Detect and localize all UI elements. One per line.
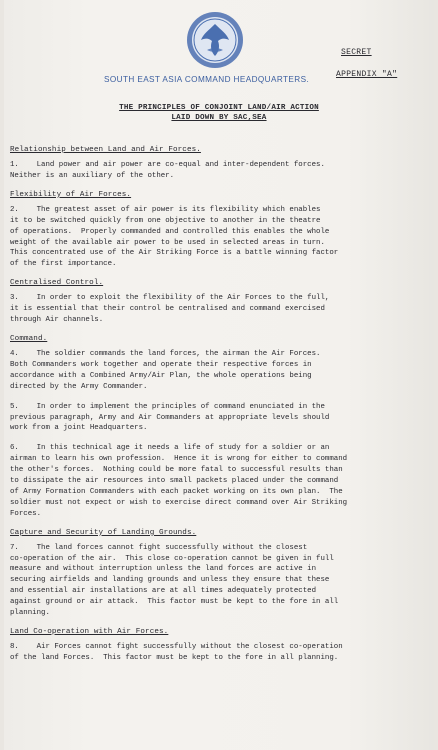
paragraph-1: 1. Land power and air power are co-equal and inter-dependent forces. Neither is an auxiliary of the other.: [10, 161, 325, 180]
section-land-cooperation: [10, 628, 426, 664]
paragraph-6: 6. In this technical age it needs a life of study for a soldier or an airman to learn his own profession. Hence it is wrong for either to command the other's forces. Nothing could be more fatal to successful results than to dissipate the air resources into small packets placed under the command of Army Formation Commanders with each packet working on its own plan. The soldier must not expect or wish to exercise direct command over Air Striking Forces.: [10, 444, 348, 518]
classification-mark: SECRET: [341, 48, 372, 57]
paragraph-3: 3. In order to exploit the flexibility of the Air Forces to the full, it is essential that their control be centralised and command exercised through Air channels.: [10, 294, 330, 325]
document-title: [94, 103, 344, 123]
paragraph-2: 2. The greatest asset of air power is its flexibility which enables it to be switched quickly from one objective to another in the theatre of operations. Properly commanded and controlled this enables the whole weight of the available air power to be used in selected areas in turn. This concentrated use of the Air Striking Force is a battle winning factor of the first importance.: [10, 205, 339, 269]
paragraph-5: 5. In order to implement the principles of command enunciated in the previous paragraph, Army and Air Commanders at appropriate levels should work from a joint Headquarters.: [10, 402, 330, 433]
section-heading: Centralised Control.: [10, 279, 104, 288]
section-centralised-control: [10, 279, 426, 326]
paragraph-7: 7. The land forces cannot fight successfully without the closest co-operation of the air. This close co-operation cannot be given in full measure and without interruption unless the land forces are active in securing airfields and landing grounds and unless they ensure that these and essential air installations are at all times adequately protected against ground or air attack. This factor must be kept to the fore in all planning.: [10, 543, 339, 618]
document-title-line-2: LAID DOWN BY SAC,SEA: [171, 114, 267, 122]
appendix-label: APPENDIX "A": [336, 70, 398, 79]
document-title-line-1: THE PRINCIPLES OF CONJOINT LAND/AIR ACTION: [119, 104, 319, 112]
section-heading: Relationship between Land and Air Forces.: [10, 146, 201, 154]
section-heading: Command.: [10, 334, 48, 343]
headquarters-title: SOUTH EAST ASIA COMMAND HEADQUARTERS.: [104, 75, 310, 84]
section-flexibility: [10, 191, 426, 270]
section-heading: Flexibility of Air Forces.: [10, 190, 132, 199]
section-landing-grounds: [10, 529, 426, 619]
section-command: [10, 335, 426, 520]
document-page: [4, 0, 434, 750]
paragraph-4: 4. The soldier commands the land forces, the airman the Air Forces. Both Commanders work together and operate their respective forces in accordance with a Combined Army/Air Plan, the whole operations being directed by the Army Commander.: [10, 349, 321, 391]
section-heading: Capture and Security of Landing Grounds.: [10, 528, 197, 537]
section-heading: Land Co-operation with Air Forces.: [10, 628, 169, 636]
section-relationship: [10, 146, 426, 182]
document-body: [10, 146, 426, 673]
seac-crest-emblem: [185, 10, 245, 70]
paragraph-8: 8. Air Forces cannot fight successfully without the closest co-operation of the land Forces. This factor must be kept to the fore in all planning.: [10, 643, 343, 662]
